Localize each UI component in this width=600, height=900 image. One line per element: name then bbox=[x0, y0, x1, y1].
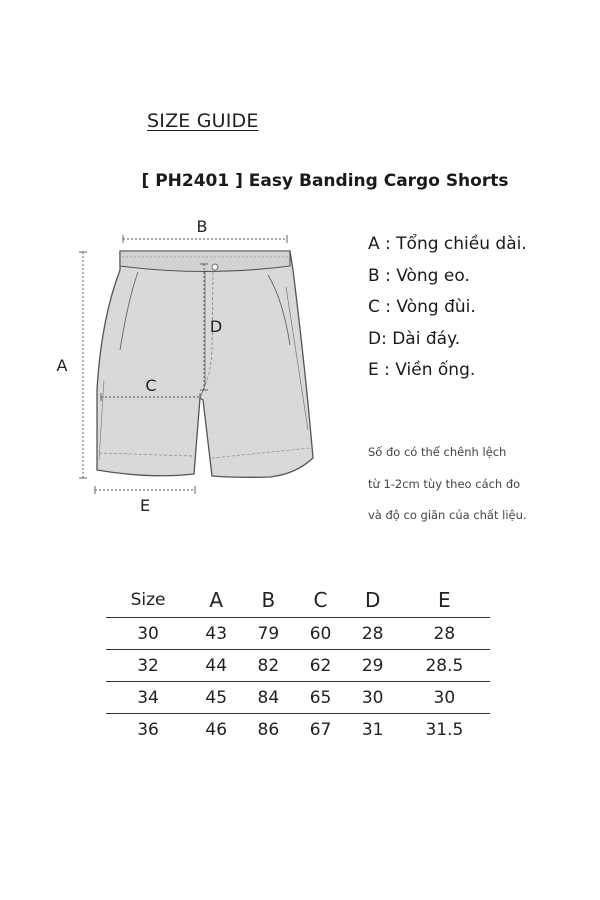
cell-a: 43 bbox=[190, 618, 242, 650]
waistband bbox=[120, 251, 290, 272]
table-row bbox=[106, 650, 490, 682]
table-row bbox=[106, 714, 490, 746]
cell-size: 36 bbox=[137, 719, 159, 740]
cell-c: 62 bbox=[294, 650, 346, 682]
label-d: D bbox=[209, 317, 223, 336]
label-e: E bbox=[139, 496, 151, 515]
cell-size: 34 bbox=[106, 682, 190, 714]
cell-d: 31 bbox=[361, 719, 384, 740]
legend-b: B : Vòng eo. bbox=[368, 265, 470, 286]
cell-e: 30 bbox=[399, 682, 490, 714]
label-a: A bbox=[56, 356, 68, 375]
cell-b: 86 bbox=[257, 719, 280, 740]
cell-a: 46 bbox=[205, 719, 228, 740]
size-guide-heading: SIZE GUIDE bbox=[147, 110, 259, 132]
measure-e bbox=[95, 486, 195, 494]
label-c: C bbox=[145, 376, 157, 395]
measure-b bbox=[123, 235, 287, 243]
cell-c: 60 bbox=[294, 618, 346, 650]
cell-d: 28 bbox=[347, 618, 399, 650]
note-line: và độ co giãn của chất liệu. bbox=[368, 508, 527, 522]
cell-size: 32 bbox=[106, 650, 190, 682]
header-d: D bbox=[347, 583, 399, 618]
cell-a: 44 bbox=[190, 650, 242, 682]
cell-e: 28.5 bbox=[399, 650, 490, 682]
table-row bbox=[106, 618, 490, 650]
cell-d: 29 bbox=[347, 650, 399, 682]
measurement-legend bbox=[368, 229, 527, 387]
measure-a bbox=[79, 252, 87, 478]
legend-c: C : Vòng đùi. bbox=[368, 297, 476, 317]
cell-size: 30 bbox=[106, 618, 190, 650]
cell-b: 84 bbox=[242, 682, 294, 714]
header-e: E bbox=[399, 583, 490, 618]
cell-e: 28 bbox=[399, 618, 490, 650]
size-table bbox=[106, 583, 490, 745]
cell-c: 67 bbox=[309, 719, 332, 740]
cell-e: 31.5 bbox=[425, 719, 464, 740]
header-b: B bbox=[242, 583, 294, 618]
cell-c: 65 bbox=[294, 682, 346, 714]
legend-a: A : Tổng chiều dài. bbox=[368, 234, 527, 254]
table-row bbox=[106, 682, 490, 714]
note-line: từ 1-2cm tùy theo cách đo bbox=[368, 476, 521, 491]
header-size: Size bbox=[106, 583, 190, 618]
product-title: [ PH2401 ] Easy Banding Cargo Shorts bbox=[141, 171, 509, 191]
header-a: A bbox=[190, 583, 242, 618]
cell-a: 45 bbox=[190, 682, 242, 714]
note-line: Số đo có thể chênh lệch bbox=[368, 445, 507, 459]
legend-d: D: Dài đáy. bbox=[368, 328, 461, 349]
legend-e: E : Viền ống. bbox=[368, 360, 476, 380]
cell-d: 30 bbox=[347, 682, 399, 714]
cell-b: 79 bbox=[242, 618, 294, 650]
size-table-header bbox=[106, 583, 490, 618]
label-b: B bbox=[196, 217, 208, 236]
header-c: C bbox=[294, 583, 346, 618]
cell-b: 82 bbox=[242, 650, 294, 682]
measurement-note bbox=[368, 442, 527, 537]
waist-button bbox=[212, 264, 218, 270]
